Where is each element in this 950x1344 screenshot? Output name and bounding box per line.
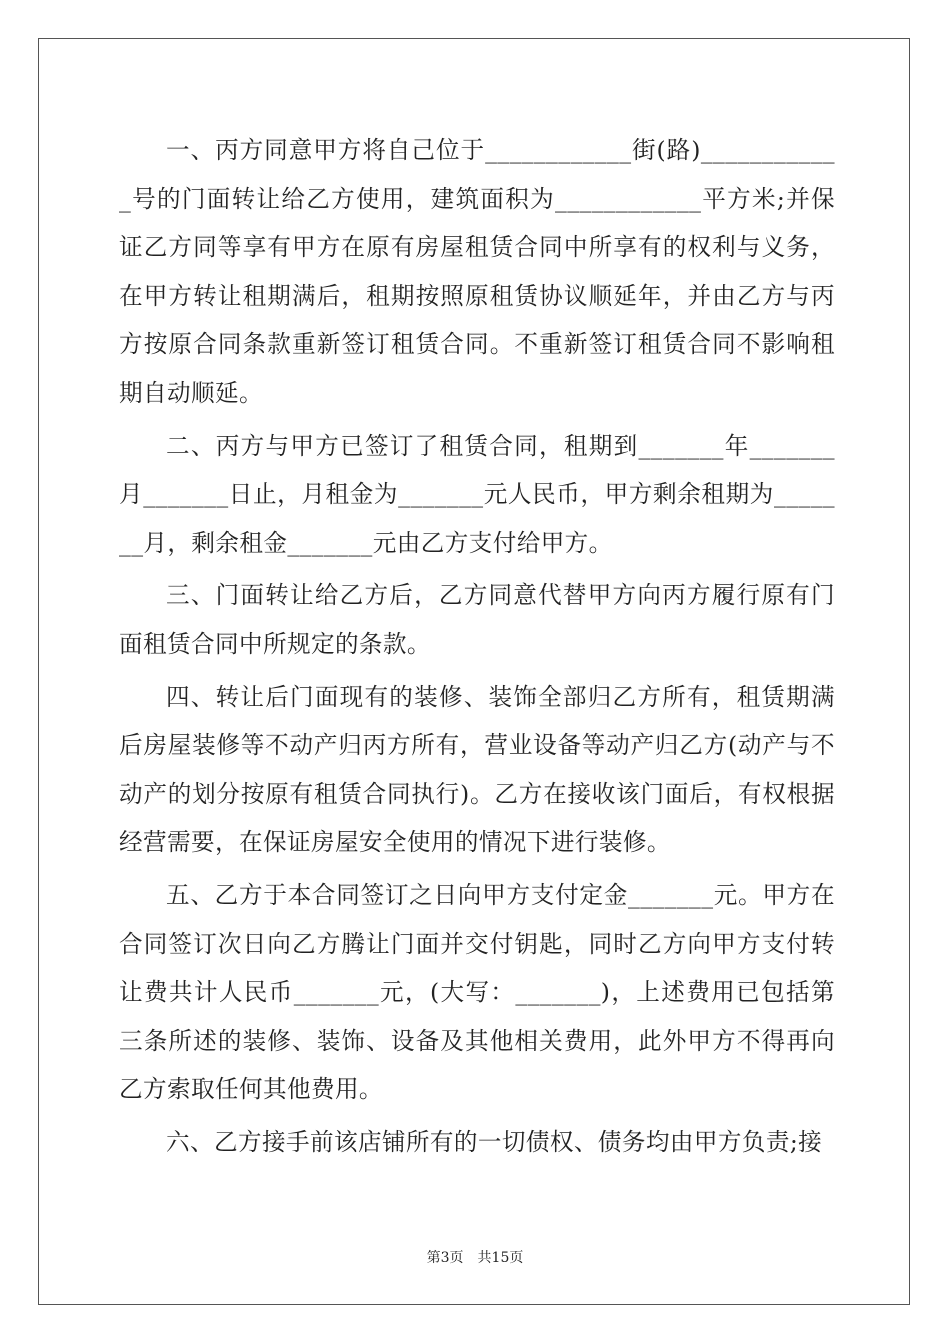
clause-4-paragraph: 四、转让后门面现有的装修、装饰全部归乙方所有，租赁期满后房屋装修等不动产归丙方所有，营业设备等动产归乙方(动产与不动产的划分按原有租赁合同执行)。乙方在接收该门面后，有权根据经营需要，在保证房屋安全使用的情况下进行装修。 bbox=[119, 682, 835, 857]
clause-5-paragraph: 五、乙方于本合同签订之日向甲方支付定金_______元。甲方在合同签订次日向乙方腾让门面并交付钥匙，同时乙方向甲方支付转让费共计人民币_______元，(大写：_______)，上述费用已包括第三条所述的装修、装饰、设备及其他相关费用，此外甲方不得再向乙方索取任何其他费用。 bbox=[119, 880, 835, 1104]
clause-3-paragraph: 三、门面转让给乙方后，乙方同意代替甲方向丙方履行原有门面租赁合同中所规定的条款。 bbox=[119, 581, 835, 658]
clause-2-paragraph: 二、丙方与甲方已签订了租赁合同，租期到_______年_______月_______日止，月租金为_______元人民币，甲方剩余租期为_______月，剩余租金_______元由乙方支付给甲方。 bbox=[119, 431, 835, 557]
page-footer: 第3页 共15页 bbox=[426, 1250, 524, 1266]
clause-6-paragraph: 六、乙方接手前该店铺所有的一切债权、债务均由甲方负责;接 bbox=[166, 1127, 823, 1156]
clause-1-paragraph: 一、丙方同意甲方将自己位于____________街(路)____________号的门面转让给乙方使用，建筑面积为____________平方米;并保证乙方同等享有甲方在原有房屋租赁合同中所享有的权利与义务，在甲方转让租期满后，租期按照原租赁协议顺延年，并由乙方与丙方按原合同条款重新签订租赁合同。不重新签订租赁合同不影响租期自动顺延。 bbox=[119, 136, 835, 407]
document-body bbox=[119, 126, 835, 1170]
